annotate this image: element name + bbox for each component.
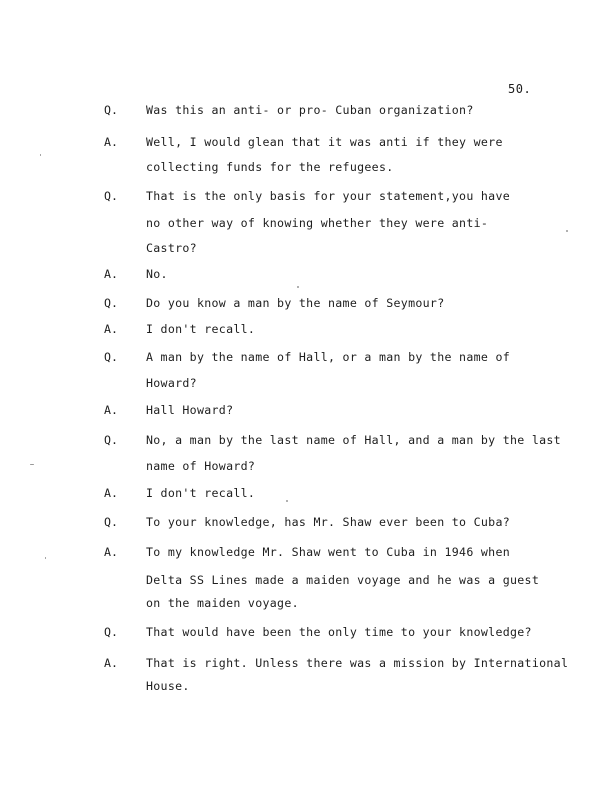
transcript-line xyxy=(0,101,612,119)
line-text: Was this an anti- or pro- Cuban organization? xyxy=(146,103,474,117)
transcript-line xyxy=(0,239,612,257)
page-number: 50. xyxy=(508,82,532,96)
speaker-label: A. xyxy=(104,267,118,281)
scan-speck xyxy=(286,500,288,502)
speaker-label: A. xyxy=(104,403,118,417)
transcript-line xyxy=(0,431,612,449)
transcript-line xyxy=(0,677,612,695)
scan-speck xyxy=(45,557,46,559)
scan-speck xyxy=(297,286,299,288)
transcript-line xyxy=(0,374,612,392)
scan-speck xyxy=(40,154,41,156)
transcript-line xyxy=(0,543,612,561)
line-text: That would have been the only time to your knowledge? xyxy=(146,625,532,639)
transcript-line xyxy=(0,401,612,419)
line-text: I don't recall. xyxy=(146,486,256,500)
transcript-line xyxy=(0,294,612,312)
line-text: Hall Howard? xyxy=(146,403,234,417)
line-text: Castro? xyxy=(146,241,197,255)
transcript-line xyxy=(0,457,612,475)
speaker-label: Q. xyxy=(104,350,118,364)
line-text: A man by the name of Hall, or a man by the name of xyxy=(146,350,511,364)
line-text: House. xyxy=(146,679,190,693)
transcript-line xyxy=(0,348,612,366)
line-text: collecting funds for the refugees. xyxy=(146,160,394,174)
line-text: name of Howard? xyxy=(146,459,256,473)
line-text: Do you know a man by the name of Seymour? xyxy=(146,296,445,310)
transcript-line xyxy=(0,265,612,283)
speaker-label: A. xyxy=(104,545,118,559)
speaker-label: Q. xyxy=(104,103,118,117)
speaker-label: Q. xyxy=(104,433,118,447)
speaker-label: Q. xyxy=(104,515,118,529)
line-text: Howard? xyxy=(146,376,197,390)
transcript-line xyxy=(0,214,612,232)
speaker-label: Q. xyxy=(104,189,118,203)
line-text: Delta SS Lines made a maiden voyage and he was a guest xyxy=(146,573,540,587)
transcript-line xyxy=(0,484,612,502)
line-text: I don't recall. xyxy=(146,322,256,336)
line-text: That is right. Unless there was a mission by International xyxy=(146,656,569,670)
speaker-label: A. xyxy=(104,486,118,500)
line-text: That is the only basis for your statement,you have xyxy=(146,189,511,203)
transcript-line xyxy=(0,158,612,176)
speaker-label: A. xyxy=(104,656,118,670)
transcript-line xyxy=(0,654,612,672)
line-text: To my knowledge Mr. Shaw went to Cuba in 1946 when xyxy=(146,545,511,559)
transcript-line xyxy=(0,623,612,641)
transcript-line xyxy=(0,133,612,151)
line-text: To your knowledge, has Mr. Shaw ever been to Cuba? xyxy=(146,515,511,529)
line-text: No. xyxy=(146,267,168,281)
line-text: No, a man by the last name of Hall, and a man by the last xyxy=(146,433,561,447)
speaker-label: A. xyxy=(104,322,118,336)
transcript-line xyxy=(0,594,612,612)
speaker-label: Q. xyxy=(104,625,118,639)
line-text: no other way of knowing whether they were anti- xyxy=(146,216,489,230)
transcript-line xyxy=(0,571,612,589)
scan-speck xyxy=(566,230,568,232)
transcript-line xyxy=(0,513,612,531)
line-text: Well, I would glean that it was anti if they were xyxy=(146,135,503,149)
speaker-label: Q. xyxy=(104,296,118,310)
transcript-line xyxy=(0,320,612,338)
speaker-label: A. xyxy=(104,135,118,149)
line-text: on the maiden voyage. xyxy=(146,596,299,610)
transcript-line xyxy=(0,187,612,205)
scan-speck xyxy=(30,464,34,465)
